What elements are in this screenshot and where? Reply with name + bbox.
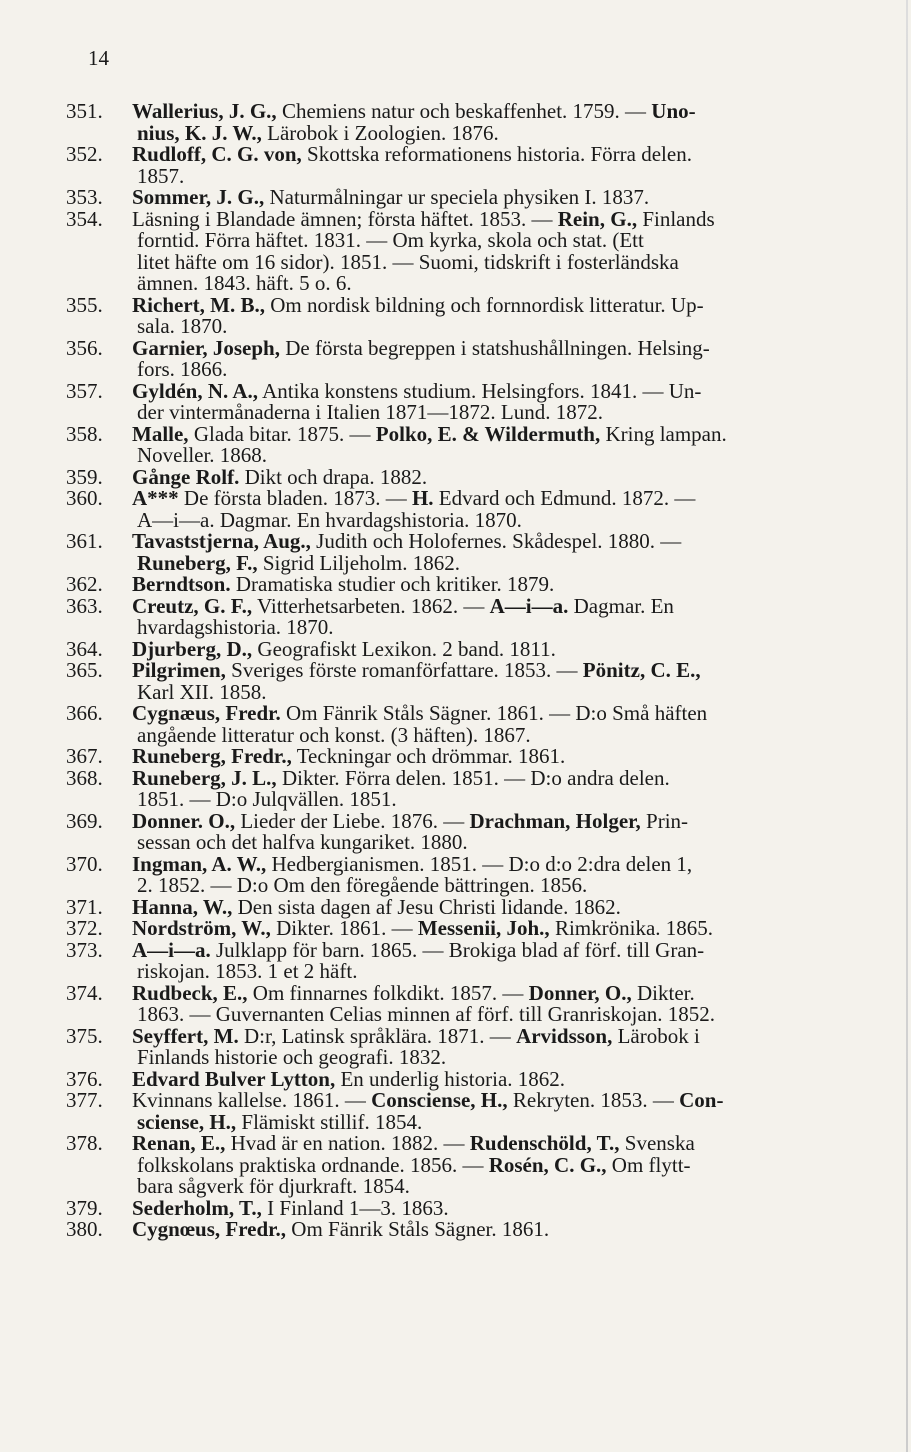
entry-line: Garnier, Joseph, De första begreppen i statshushållningen. Helsing-: [132, 335, 710, 360]
entry-line: A—i—a. Dagmar. En hvardagshistoria. 1870.: [137, 507, 522, 532]
entry-number: 377.: [66, 1088, 103, 1112]
entry-line: Gånge Rolf. Dikt och drapa. 1882.: [132, 464, 428, 489]
entry-text: [132, 894, 896, 919]
entry-line: sciense, H., Flämiskt stillif. 1854.: [137, 1109, 423, 1134]
catalog-entry: [66, 765, 896, 811]
entry-line: der vintermånaderna i Italien 1871—1872. Lund. 1872.: [137, 400, 603, 424]
entry-line: Rudbeck, E., Om finnarnes folkdikt. 1857. — Donner, O., Dikter.: [132, 980, 695, 1005]
entry-text: [132, 488, 896, 531]
entry-number: 380.: [66, 1217, 103, 1241]
entry-line: Läsning i Blandade ämnen; första häftet. 1853. — Rein, G., Finlands: [132, 206, 715, 231]
entry-text: [132, 464, 896, 489]
entry-text: [132, 574, 896, 596]
catalog-entry: [66, 660, 896, 703]
entry-line: angående litteratur och konst. (3 häften). 1867.: [137, 722, 531, 747]
entry-line: Djurberg, D., Geografiskt Lexikon. 2 band. 1811.: [132, 636, 556, 661]
entry-text: [132, 292, 896, 338]
entry-number: 375.: [66, 1023, 103, 1048]
catalog-entry: [66, 980, 896, 1026]
catalog-entry: [66, 335, 896, 381]
entry-number: 369.: [66, 808, 103, 833]
entry-number: 363.: [66, 593, 103, 618]
entry-number: 364.: [66, 636, 103, 661]
catalog-entry: [66, 1023, 896, 1069]
entry-text: [132, 918, 896, 940]
catalog-entry: [66, 1090, 896, 1133]
entry-line: Sommer, J. G., Naturmålningar ur speciela physiken I. 1837.: [132, 185, 650, 209]
entry-number: 354.: [66, 206, 103, 231]
catalog-entry: [66, 144, 896, 187]
entry-line: 1851. — D:o Julqvällen. 1851.: [137, 787, 397, 811]
entry-text: [132, 1133, 896, 1198]
entry-number: 357.: [66, 378, 103, 403]
entry-line: 1863. — Guvernanten Celias minnen af förf. till Granriskojan. 1852.: [137, 1002, 715, 1026]
entry-text: [132, 765, 896, 811]
catalog-entry: [66, 1219, 896, 1241]
entry-line: Renan, E., Hvad är en nation. 1882. — Rudenschöld, T., Svenska: [132, 1131, 695, 1155]
catalog-entry: [66, 918, 896, 940]
entry-line: 2. 1852. — D:o Om den föregående bättringen. 1856.: [137, 873, 588, 897]
entry-number: 368.: [66, 765, 103, 790]
entry-line: A—i—a. Julklapp för barn. 1865. — Brokiga blad af förf. till Gran-: [132, 937, 705, 962]
entry-number: 351.: [66, 99, 103, 123]
catalog-entry: [66, 808, 896, 854]
entry-line: hvardagshistoria. 1870.: [137, 615, 334, 639]
entry-text: [132, 937, 896, 983]
entry-line: fors. 1866.: [137, 357, 228, 381]
entry-number: 355.: [66, 292, 103, 317]
entry-line: 1857.: [137, 163, 185, 188]
entry-number: 370.: [66, 851, 103, 876]
entry-line: ämnen. 1843. häft. 5 o. 6.: [137, 271, 352, 295]
entry-line: Hanna, W., Den sista dagen af Jesu Christi lidande. 1862.: [132, 894, 621, 919]
entry-text: [132, 144, 896, 187]
entry-line: Runeberg, Fredr., Teckningar och drömmar. 1861.: [132, 744, 566, 768]
entry-line: Ingman, A. W., Hedbergianismen. 1851. — D:o d:o 2:dra delen 1,: [132, 851, 693, 876]
entry-text: [132, 636, 896, 661]
entry-number: 356.: [66, 335, 103, 360]
entry-line: Tavaststjerna, Aug., Judith och Holofernes. Skådespel. 1880. —: [132, 529, 682, 553]
entry-number: 360.: [66, 486, 103, 510]
entry-number: 362.: [66, 572, 103, 596]
entry-number: 374.: [66, 980, 103, 1005]
entry-number: 366.: [66, 701, 103, 725]
entry-line: Cygnœus, Fredr., Om Fänrik Ståls Sägner. 1861.: [132, 1217, 550, 1241]
entry-line: nius, K. J. W., Lärobok i Zoologien. 1876.: [137, 120, 499, 145]
entry-line: Berndtson. Dramatiska studier och kritiker. 1879.: [132, 572, 555, 596]
entry-text: [132, 335, 896, 381]
entry-number: 379.: [66, 1195, 103, 1220]
entry-line: Rudloff, C. G. von, Skottska reformationens historia. Förra delen.: [132, 142, 692, 166]
entry-line: Gyldén, N. A., Antika konstens studium. Helsingfors. 1841. — Un-: [132, 378, 702, 403]
entry-text: [132, 593, 896, 639]
entry-text: [132, 1090, 896, 1133]
entry-line: Cygnæus, Fredr. Om Fänrik Ståls Sägner. 1861. — D:o Små häften: [132, 701, 708, 725]
entry-text: [132, 851, 896, 897]
entry-line: bara sågverk för djurkraft. 1854.: [137, 1174, 410, 1198]
entry-number: 361.: [66, 529, 103, 553]
page-edge: [906, 0, 908, 1452]
entry-line: Creutz, G. F., Vitterhetsarbeten. 1862. — A—i—a. Dagmar. En: [132, 593, 674, 618]
entry-number: 352.: [66, 142, 103, 166]
entry-line: Noveller. 1868.: [137, 443, 268, 467]
entry-line: Sederholm, T., I Finland 1—3. 1863.: [132, 1195, 449, 1220]
entry-text: [132, 378, 896, 424]
catalog-entry: [66, 101, 896, 144]
entry-number: 371.: [66, 894, 103, 919]
entry-number: 359.: [66, 464, 103, 489]
entry-text: [132, 187, 896, 209]
entry-line: forntid. Förra häftet. 1831. — Om kyrka, skola och stat. (Ett: [137, 228, 644, 252]
entry-line: Finlands historie och geografi. 1832.: [137, 1045, 447, 1069]
entry-line: Pilgrimen, Sveriges förste romanförfattare. 1853. — Pönitz, C. E.,: [132, 658, 701, 682]
entry-text: [132, 703, 896, 746]
catalog-entry: [66, 746, 896, 768]
entry-text: [132, 421, 896, 467]
catalog-entry: [66, 206, 896, 295]
entry-line: riskojan. 1853. 1 et 2 häft.: [137, 959, 358, 983]
entry-number: 365.: [66, 658, 103, 682]
entry-line: Edvard Bulver Lytton, En underlig historia. 1862.: [132, 1066, 566, 1091]
entry-text: [132, 1195, 896, 1220]
entry-text: [132, 1066, 896, 1091]
catalog-entry: [66, 1133, 896, 1198]
entry-line: Donner. O., Lieder der Liebe. 1876. — Drachman, Holger, Prin-: [132, 808, 689, 833]
entry-line: folkskolans praktiska ordnande. 1856. — Rosén, C. G., Om flytt-: [137, 1152, 691, 1177]
entry-number: 378.: [66, 1131, 103, 1155]
entry-line: Runeberg, J. L., Dikter. Förra delen. 1851. — D:o andra delen.: [132, 765, 670, 790]
entry-text: [132, 1023, 896, 1069]
entry-number: 367.: [66, 744, 103, 768]
entry-text: [132, 206, 896, 295]
entry-text: [132, 101, 896, 144]
catalog-entry: [66, 593, 896, 639]
catalog-entry: [66, 488, 896, 531]
entry-text: [132, 531, 896, 574]
entry-number: 372.: [66, 916, 103, 940]
entry-line: Richert, M. B., Om nordisk bildning och fornnordisk litteratur. Up-: [132, 292, 704, 317]
entry-text: [132, 1219, 896, 1241]
entry-text: [132, 980, 896, 1026]
catalog-entry: [66, 636, 896, 661]
entry-line: litet häfte om 16 sidor). 1851. — Suomi, tidskrift i fosterländska: [137, 249, 679, 274]
catalog-entry: [66, 937, 896, 983]
catalog-entry: [66, 464, 896, 489]
entry-line: Kvinnans kallelse. 1861. — Consciense, H., Rekryten. 1853. — Con-: [132, 1088, 724, 1112]
catalog-entry: [66, 421, 896, 467]
entry-text: [132, 660, 896, 703]
entry-line: Wallerius, J. G., Chemiens natur och beskaffenhet. 1759. — Uno-: [132, 99, 696, 123]
entry-line: A*** De första bladen. 1873. — H. Edvard och Edmund. 1872. —: [132, 486, 696, 510]
entry-number: 376.: [66, 1066, 103, 1091]
entry-line: sala. 1870.: [137, 314, 228, 338]
catalog-entry: [66, 851, 896, 897]
entry-number: 373.: [66, 937, 103, 962]
entry-line: Runeberg, F., Sigrid Liljeholm. 1862.: [137, 550, 460, 575]
entry-line: Karl XII. 1858.: [137, 679, 267, 704]
catalog-entry: [66, 574, 896, 596]
catalog-entry: [66, 187, 896, 209]
entry-number: 353.: [66, 185, 103, 209]
catalog-entry: [66, 894, 896, 919]
entry-line: sessan och det halfva kungariket. 1880.: [137, 830, 468, 854]
catalog-entry: [66, 1195, 896, 1220]
entry-number: 358.: [66, 421, 103, 446]
catalog-entry: [66, 703, 896, 746]
entry-text: [132, 808, 896, 854]
entry-text: [132, 746, 896, 768]
catalog-entry: [66, 1066, 896, 1091]
page-number: 14: [88, 46, 109, 70]
catalog-entry: [66, 378, 896, 424]
catalog-list: [66, 101, 896, 1241]
catalog-entry: [66, 292, 896, 338]
entry-line: Nordström, W., Dikter. 1861. — Messenii, Joh., Rimkrönika. 1865.: [132, 916, 714, 940]
entry-line: Seyffert, M. D:r, Latinsk språklära. 1871. — Arvidsson, Lärobok i: [132, 1023, 700, 1048]
entry-line: Malle, Glada bitar. 1875. — Polko, E. & Wildermuth, Kring lampan.: [132, 421, 727, 446]
catalog-entry: [66, 531, 896, 574]
